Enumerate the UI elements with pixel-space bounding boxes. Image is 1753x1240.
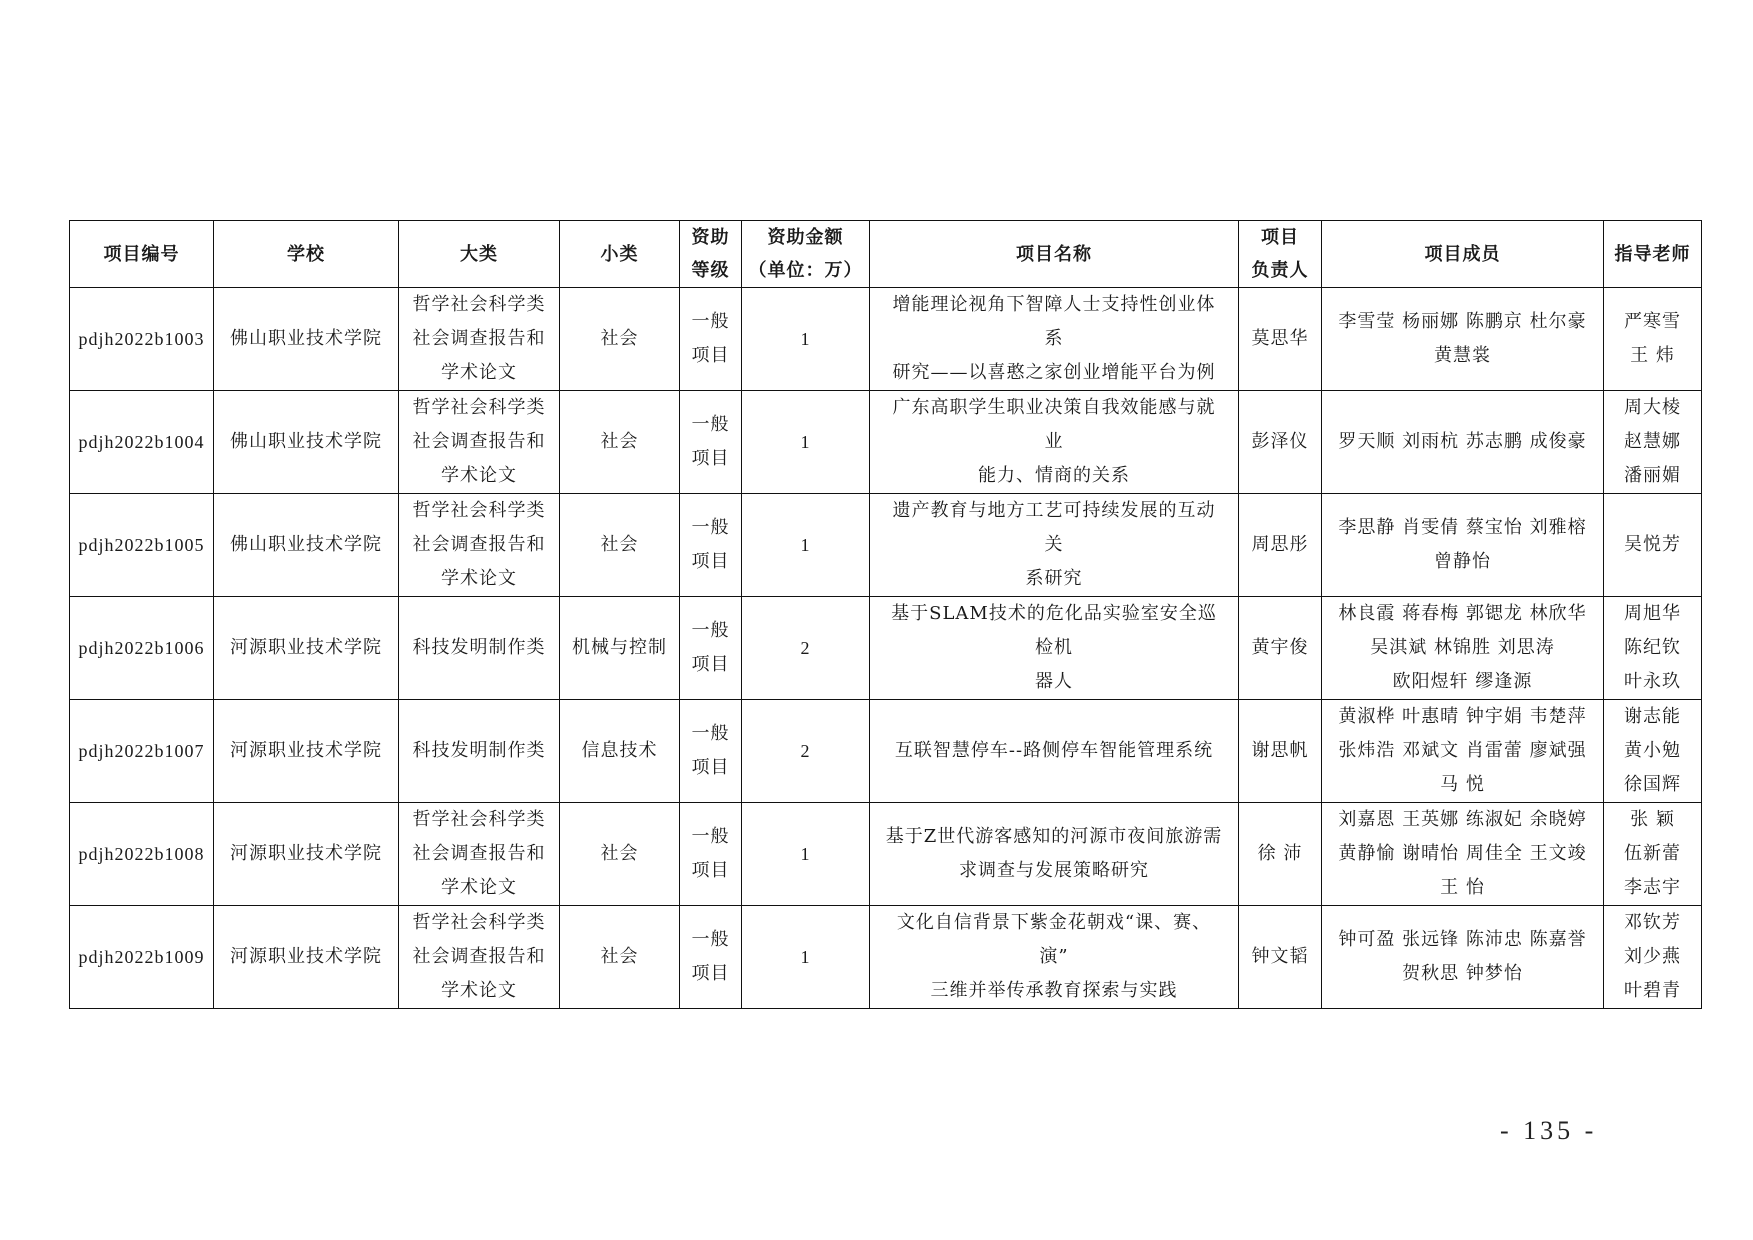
- advisor-cell: 谢志能 黄小勉 徐国辉: [1604, 700, 1702, 803]
- table-row: [70, 906, 1702, 1009]
- funding-amount-cell: 1: [742, 803, 870, 906]
- project-members-cell: 黄淑桦 叶惠晴 钟宇娟 韦楚萍 张炜浩 邓斌文 肖雷蕾 廖斌强 马 悦: [1322, 700, 1604, 803]
- project-code-cell: pdjh2022b1003: [70, 288, 214, 391]
- category-cell: 哲学社会科学类 社会调查报告和 学术论文: [399, 906, 560, 1009]
- advisor-cell: 周旭华 陈纪钦 叶永玖: [1604, 597, 1702, 700]
- table-row: [70, 803, 1702, 906]
- funding-amount-cell: 2: [742, 700, 870, 803]
- funding-level-cell: 一般 项目: [680, 494, 742, 597]
- funding-amount-cell: 1: [742, 494, 870, 597]
- funding-level-cell: 一般 项目: [680, 288, 742, 391]
- project-leader-cell: 莫思华: [1239, 288, 1322, 391]
- subcategory-cell: 社会: [560, 494, 680, 597]
- table-row: [70, 700, 1702, 803]
- project-leader-cell: 钟文韬: [1239, 906, 1322, 1009]
- table-header-row: [70, 221, 1702, 288]
- category-cell: 科技发明制作类: [399, 597, 560, 700]
- subcategory-cell: 社会: [560, 288, 680, 391]
- subcategory-cell: 机械与控制: [560, 597, 680, 700]
- school-cell: 河源职业技术学院: [214, 906, 399, 1009]
- project-code-cell: pdjh2022b1008: [70, 803, 214, 906]
- project-leader-cell: 彭泽仪: [1239, 391, 1322, 494]
- funding-amount-cell: 2: [742, 597, 870, 700]
- project-list-sheet: [69, 220, 1701, 1009]
- advisor-cell: 张 颖 伍新蕾 李志宇: [1604, 803, 1702, 906]
- project-name-cell: 互联智慧停车--路侧停车智能管理系统: [870, 700, 1239, 803]
- funded-projects-table: [69, 220, 1702, 1009]
- header-funding-amount: 资助金额 （单位：万）: [742, 221, 870, 288]
- header-subcategory: 小类: [560, 221, 680, 288]
- funding-level-cell: 一般 项目: [680, 700, 742, 803]
- table-row: [70, 391, 1702, 494]
- funding-amount-cell: 1: [742, 288, 870, 391]
- project-code-cell: pdjh2022b1004: [70, 391, 214, 494]
- header-project-leader: 项目 负责人: [1239, 221, 1322, 288]
- project-name-cell: 遗产教育与地方工艺可持续发展的互动关 系研究: [870, 494, 1239, 597]
- header-project-members: 项目成员: [1322, 221, 1604, 288]
- funding-level-cell: 一般 项目: [680, 597, 742, 700]
- project-code-cell: pdjh2022b1006: [70, 597, 214, 700]
- header-category: 大类: [399, 221, 560, 288]
- subcategory-cell: 社会: [560, 906, 680, 1009]
- project-name-cell: 广东高职学生职业决策自我效能感与就业 能力、情商的关系: [870, 391, 1239, 494]
- funding-level-cell: 一般 项目: [680, 803, 742, 906]
- advisor-cell: 吴悦芳: [1604, 494, 1702, 597]
- category-cell: 哲学社会科学类 社会调查报告和 学术论文: [399, 494, 560, 597]
- header-school: 学校: [214, 221, 399, 288]
- funding-level-cell: 一般 项目: [680, 391, 742, 494]
- project-code-cell: pdjh2022b1007: [70, 700, 214, 803]
- subcategory-cell: 社会: [560, 803, 680, 906]
- project-members-cell: 罗天顺 刘雨杭 苏志鹏 成俊豪: [1322, 391, 1604, 494]
- project-name-cell: 基于Z世代游客感知的河源市夜间旅游需 求调查与发展策略研究: [870, 803, 1239, 906]
- project-members-cell: 李思静 肖雯倩 蔡宝怡 刘雅榕 曾静怡: [1322, 494, 1604, 597]
- funding-amount-cell: 1: [742, 391, 870, 494]
- advisor-cell: 周大棱 赵慧娜 潘丽媚: [1604, 391, 1702, 494]
- category-cell: 科技发明制作类: [399, 700, 560, 803]
- table-row: [70, 494, 1702, 597]
- project-name-cell: 增能理论视角下智障人士支持性创业体系 研究——以喜憨之家创业增能平台为例: [870, 288, 1239, 391]
- project-leader-cell: 谢思帆: [1239, 700, 1322, 803]
- school-cell: 河源职业技术学院: [214, 597, 399, 700]
- advisor-cell: 邓钦芳 刘少燕 叶碧青: [1604, 906, 1702, 1009]
- project-members-cell: 钟可盈 张远锋 陈沛忠 陈嘉誉 贺秋思 钟梦怡: [1322, 906, 1604, 1009]
- category-cell: 哲学社会科学类 社会调查报告和 学术论文: [399, 391, 560, 494]
- project-leader-cell: 黄宇俊: [1239, 597, 1322, 700]
- project-code-cell: pdjh2022b1009: [70, 906, 214, 1009]
- project-name-cell: 基于SLAM技术的危化品实验室安全巡检机 器人: [870, 597, 1239, 700]
- header-funding-level: 资助 等级: [680, 221, 742, 288]
- project-name-cell: 文化自信背景下紫金花朝戏“课、赛、演” 三维并举传承教育探索与实践: [870, 906, 1239, 1009]
- funding-level-cell: 一般 项目: [680, 906, 742, 1009]
- school-cell: 河源职业技术学院: [214, 803, 399, 906]
- school-cell: 佛山职业技术学院: [214, 494, 399, 597]
- school-cell: 佛山职业技术学院: [214, 288, 399, 391]
- table-row: [70, 597, 1702, 700]
- category-cell: 哲学社会科学类 社会调查报告和 学术论文: [399, 803, 560, 906]
- subcategory-cell: 社会: [560, 391, 680, 494]
- category-cell: 哲学社会科学类 社会调查报告和 学术论文: [399, 288, 560, 391]
- header-project-code: 项目编号: [70, 221, 214, 288]
- header-advisor: 指导老师: [1604, 221, 1702, 288]
- page-number: - 135 -: [1500, 1116, 1598, 1145]
- header-project-name: 项目名称: [870, 221, 1239, 288]
- project-leader-cell: 周思彤: [1239, 494, 1322, 597]
- project-leader-cell: 徐 沛: [1239, 803, 1322, 906]
- subcategory-cell: 信息技术: [560, 700, 680, 803]
- project-members-cell: 李雪莹 杨丽娜 陈鹏京 杜尔豪 黄慧裳: [1322, 288, 1604, 391]
- funding-amount-cell: 1: [742, 906, 870, 1009]
- advisor-cell: 严寒雪 王 炜: [1604, 288, 1702, 391]
- project-members-cell: 林良霞 蒋春梅 郭锶龙 林欣华 吴淇斌 林锦胜 刘思涛 欧阳煜轩 缪逢源: [1322, 597, 1604, 700]
- project-members-cell: 刘嘉恩 王英娜 练淑妃 余晓婷 黄静愉 谢晴怡 周佳全 王文竣 王 怡: [1322, 803, 1604, 906]
- table-row: [70, 288, 1702, 391]
- project-code-cell: pdjh2022b1005: [70, 494, 214, 597]
- school-cell: 佛山职业技术学院: [214, 391, 399, 494]
- school-cell: 河源职业技术学院: [214, 700, 399, 803]
